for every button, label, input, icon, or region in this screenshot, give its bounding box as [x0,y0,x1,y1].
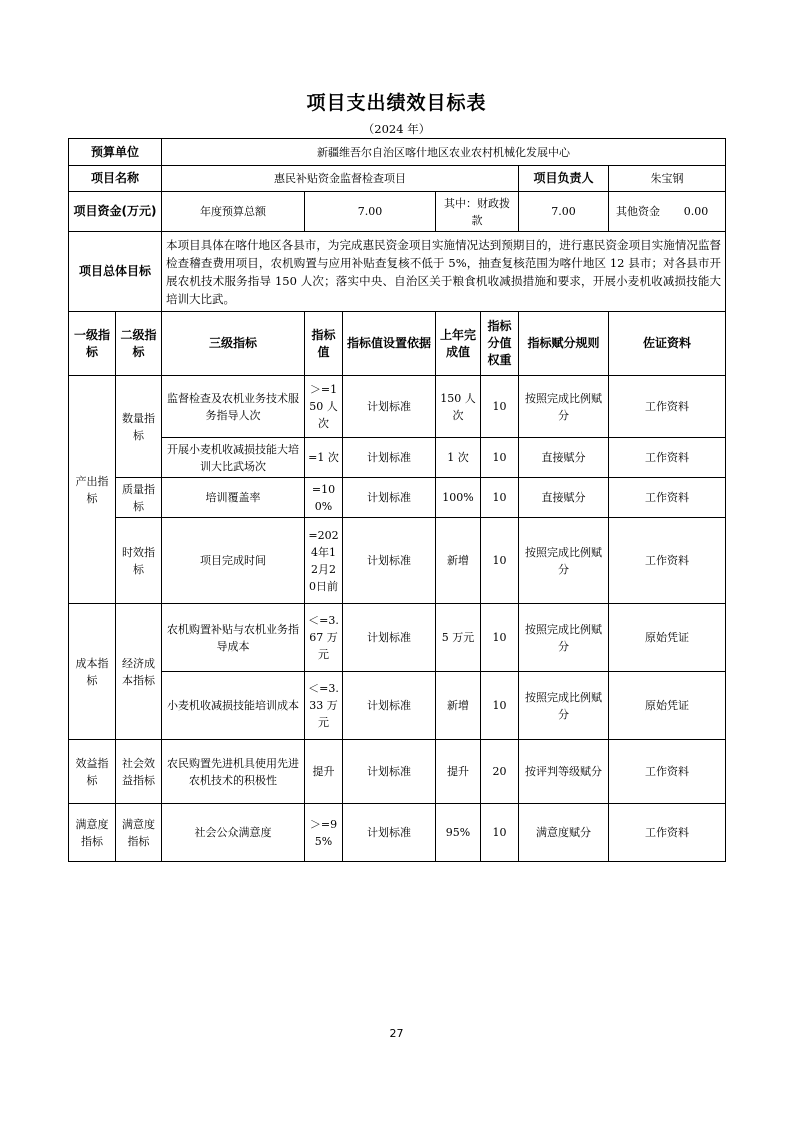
header-evidence: 佐证资料 [609,312,726,376]
scoring-rule: 按照完成比例赋分 [519,518,609,604]
table-row [69,478,726,518]
annual-budget-label: 年度预算总额 [162,192,305,232]
indicator-value: =100% [305,478,343,518]
evidence: 原始凭证 [609,604,726,672]
indicator-value: =2024年12月20日前 [305,518,343,604]
table-row [69,438,726,478]
indicator-value: =1 次 [305,438,343,478]
project-row [69,166,726,192]
year-label: （2024 年） [362,122,431,136]
indicator-basis: 计划标准 [343,478,436,518]
previous-value: 95% [436,804,481,862]
indicator-basis: 计划标准 [343,672,436,740]
indicator-basis: 计划标准 [343,804,436,862]
level2-indicator: 满意度指标 [116,804,162,862]
table-row [69,740,726,804]
unit-value: 新疆维吾尔自治区喀什地区农业农村机械化发展中心 [162,139,726,166]
leader-label: 项目负责人 [519,166,609,192]
scoring-rule: 直接赋分 [519,478,609,518]
evidence: 原始凭证 [609,672,726,740]
indicator-weight: 10 [481,438,519,478]
other-funds-label: 其他资金 [616,205,661,218]
indicator-value: ＞=95% [305,804,343,862]
indicator-value: 提升 [305,740,343,804]
indicator-weight: 10 [481,804,519,862]
indicator-basis: 计划标准 [343,604,436,672]
page-title: 项目支出绩效目标表 [306,92,487,114]
table-row [69,672,726,740]
indicator-name: 培训覆盖率 [162,478,305,518]
unit-row [69,139,726,166]
project-value: 惠民补贴资金监督检查项目 [162,166,519,192]
indicator-basis: 计划标准 [343,518,436,604]
previous-value: 100% [436,478,481,518]
previous-value: 新增 [436,672,481,740]
indicator-name: 监督检查及农机业务技术服务指导人次 [162,376,305,438]
indicator-name: 小麦机收减损技能培训成本 [162,672,305,740]
evidence: 工作资料 [609,804,726,862]
indicator-name: 社会公众满意度 [162,804,305,862]
indicator-basis: 计划标准 [343,376,436,438]
indicator-weight: 10 [481,376,519,438]
previous-value: 提升 [436,740,481,804]
header-row [69,312,726,376]
indicator-name: 开展小麦机收减损技能大培训大比武场次 [162,438,305,478]
header-level2: 二级指标 [116,312,162,376]
level1-indicator: 成本指标 [69,604,116,740]
previous-value: 新增 [436,518,481,604]
goal-row [69,232,726,312]
unit-label: 预算单位 [69,139,162,166]
previous-value: 1 次 [436,438,481,478]
indicator-weight: 10 [481,478,519,518]
header-level1: 一级指标 [69,312,116,376]
indicator-weight: 20 [481,740,519,804]
fiscal-value: 7.00 [519,192,609,232]
header-weight: 指标分值权重 [481,312,519,376]
scoring-rule: 按评判等级赋分 [519,740,609,804]
indicator-basis: 计划标准 [343,438,436,478]
fiscal-label: 其中：财政拨款 [436,192,519,232]
header-level3: 三级指标 [162,312,305,376]
scoring-rule: 满意度赋分 [519,804,609,862]
previous-value: 150 人次 [436,376,481,438]
header-prev: 上年完成值 [436,312,481,376]
indicator-weight: 10 [481,604,519,672]
evidence: 工作资料 [609,478,726,518]
performance-table [68,138,726,862]
indicator-value: ＜=3.33 万元 [305,672,343,740]
level1-indicator: 满意度指标 [69,804,116,862]
funds-row [69,192,726,232]
scoring-rule: 按照完成比例赋分 [519,672,609,740]
indicator-value: ＞=150 人次 [305,376,343,438]
indicator-name: 项目完成时间 [162,518,305,604]
indicator-basis: 计划标准 [343,740,436,804]
evidence: 工作资料 [609,518,726,604]
page-number: 27 [389,1027,404,1040]
table-row [69,804,726,862]
indicator-name: 农民购置先进机具使用先进农机技术的积极性 [162,740,305,804]
level2-indicator: 社会效益指标 [116,740,162,804]
previous-value: 5 万元 [436,604,481,672]
other-funds-cell [609,192,726,232]
indicator-name: 农机购置补贴与农机业务指导成本 [162,604,305,672]
level2-indicator: 时效指标 [116,518,162,604]
indicator-weight: 10 [481,518,519,604]
evidence: 工作资料 [609,740,726,804]
scoring-rule: 按照完成比例赋分 [519,376,609,438]
level1-indicator: 效益指标 [69,740,116,804]
funds-label: 项目资金(万元) [69,192,162,232]
project-label: 项目名称 [69,166,162,192]
table-row [69,604,726,672]
table-row [69,518,726,604]
level2-indicator: 质量指标 [116,478,162,518]
evidence: 工作资料 [609,376,726,438]
header-rule: 指标赋分规则 [519,312,609,376]
table-row [69,376,726,438]
level2-indicator: 数量指标 [116,376,162,478]
other-funds-value: 0.00 [683,205,709,218]
level2-indicator: 经济成本指标 [116,604,162,740]
leader-value: 朱宝钢 [609,166,726,192]
annual-budget-value: 7.00 [305,192,436,232]
header-value: 指标值 [305,312,343,376]
scoring-rule: 直接赋分 [519,438,609,478]
indicator-weight: 10 [481,672,519,740]
header-basis: 指标值设置依据 [343,312,436,376]
goal-text: 本项目具体在喀什地区各县市，为完成惠民资金项目实施情况达到预期目的，进行惠民资金项目实施情况监督检查稽查费用项目，农机购置与应用补贴查复核不低于 5%，抽查复核范围为喀什地区 12 县市；对各县市开展农机技术服务指导 150 人次；落实中央、自治区关于粮食机收减损措施和要求，开展小麦机收减损技能大培训大比武。 [162,232,726,312]
goal-label: 项目总体目标 [69,232,162,312]
indicator-value: ＜=3.67 万元 [305,604,343,672]
scoring-rule: 按照完成比例赋分 [519,604,609,672]
evidence: 工作资料 [609,438,726,478]
level1-indicator: 产出指标 [69,376,116,604]
